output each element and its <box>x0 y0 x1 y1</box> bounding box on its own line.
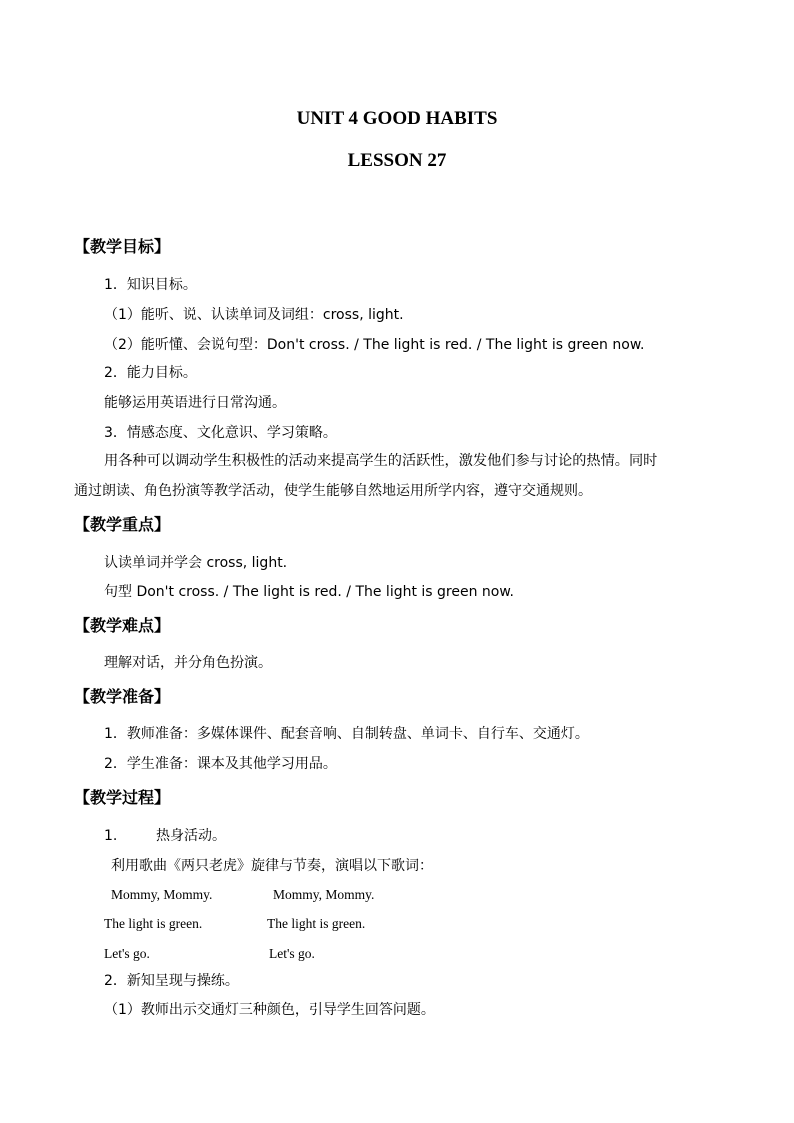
unit-title: UNIT 4 GOOD HABITS <box>296 108 498 129</box>
key-point-line-2: 句型 Don't cross. / The light is red. / The light is green now. <box>104 584 514 600</box>
lyric-line-3-right: Let's go. <box>269 946 315 961</box>
lyric-line-1-left: Mommy, Mommy. <box>111 887 213 902</box>
objective-item-3-text-line1: 用各种可以调动学生积极性的活动来提高学生的活跃性，激发他们参与讨论的热情。同时 <box>104 453 658 469</box>
lyric-line-2-right: The light is green. <box>267 916 366 931</box>
process-step-2-sub-1: （1）教师出示交通灯三种颜色，引导学生回答问题。 <box>104 1002 435 1018</box>
lesson-title: LESSON 27 <box>347 150 447 171</box>
process-step-2: 2．新知呈现与操练。 <box>104 973 239 989</box>
process-step-1-text: 利用歌曲《两只老虎》旋律与节奏，演唱以下歌词： <box>111 858 433 874</box>
objective-sub-2: （2）能听懂、会说句型：Don't cross. / The light is red. / The light is green now. <box>104 337 645 353</box>
preparation-line-2: 2．学生准备：课本及其他学习用品。 <box>104 756 337 772</box>
preparation-line-1: 1．教师准备：多媒体课件、配套音响、自制转盘、单词卡、自行车、交通灯。 <box>104 726 589 742</box>
lyric-line-1-right: Mommy, Mommy. <box>273 887 375 902</box>
process-heading: 【教学过程】 <box>74 788 171 807</box>
objective-item-3: 3．情感态度、文化意识、学习策略。 <box>104 425 337 441</box>
preparation-heading: 【教学准备】 <box>74 687 171 706</box>
difficulties-heading: 【教学难点】 <box>74 616 171 635</box>
process-step-1-label: 热身活动。 <box>156 828 226 844</box>
lyric-line-3-left: Let's go. <box>104 946 150 961</box>
objectives-heading: 【教学目标】 <box>74 237 171 256</box>
objective-item-2: 2．能力目标。 <box>104 365 197 381</box>
key-point-line-1: 认读单词并学会 cross, light. <box>104 555 288 571</box>
lyric-line-2-left: The light is green. <box>104 916 203 931</box>
key-points-heading: 【教学重点】 <box>74 515 171 534</box>
objective-item-3-text-line2: 通过朗读、角色扮演等教学活动，使学生能够自然地运用所学内容，遵守交通规则。 <box>74 483 592 499</box>
objective-item-1: 1．知识目标。 <box>104 277 197 293</box>
difficulty-line-1: 理解对话，并分角色扮演。 <box>104 655 272 671</box>
objective-item-2-text: 能够运用英语进行日常沟通。 <box>104 395 286 411</box>
process-step-1-number: 1. <box>104 828 118 844</box>
objective-sub-1: （1）能听、说、认读单词及词组：cross, light. <box>104 307 404 323</box>
